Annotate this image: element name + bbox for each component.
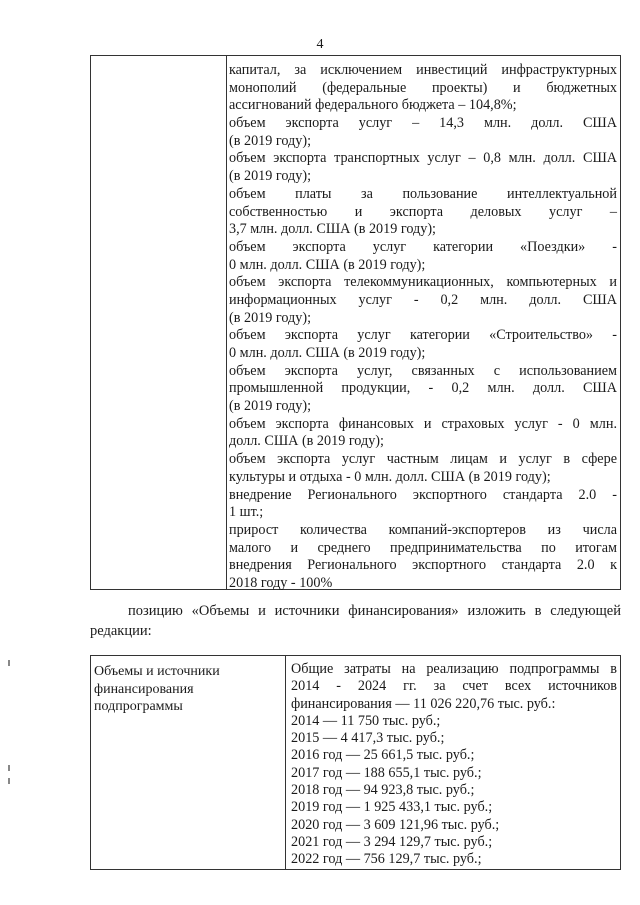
text-line: объем платы за пользование интеллектуальной <box>229 185 617 202</box>
scan-mark <box>8 765 10 771</box>
text-line: объем экспорта финансовых и страховых услуг - 0 млн. <box>229 415 617 432</box>
text-line: 2014 — 11 750 тыс. руб.; <box>291 712 441 729</box>
text-line: объем экспорта транспортных услуг – 0,8 млн. долл. США <box>229 150 617 167</box>
label-line: Объемы и источники <box>94 664 220 679</box>
text-line: культуры и отдыха - 0 млн. долл. США (в 2019 году); <box>229 468 551 485</box>
text-line: 2015 — 4 417,3 тыс. руб.; <box>291 730 445 747</box>
text-line: 2018 году - 100% <box>229 574 333 591</box>
text-line: малого и среднего предпринимательства по итогам <box>229 539 617 556</box>
instruction-line-1: позицию «Объемы и источники финансирования» изложить в следующей <box>128 603 621 619</box>
text-line: объем экспорта услуг частным лицам и услуг в сфере <box>229 451 617 468</box>
text-line: прирост количества компаний-экспортеров из числа <box>229 521 617 538</box>
text-line: объем экспорта услуг категории «Строительство» - <box>229 327 617 344</box>
instruction-line-2: редакции: <box>90 623 152 639</box>
text-line: объем экспорта телекоммуникационных, компьютерных и <box>229 274 617 291</box>
text-line: (в 2019 году); <box>229 309 312 326</box>
text-line: (в 2019 году); <box>229 398 312 415</box>
text-line: капитал, за исключением инвестиций инфраструктурных <box>229 62 617 78</box>
text-line: внедрение Регионального экспортного стандарта 2.0 - <box>229 486 617 503</box>
financing-table-right-cell <box>291 661 617 869</box>
text-line: 2022 год — 756 129,7 тыс. руб.; <box>291 851 482 868</box>
text-line: 2017 год — 188 655,1 тыс. руб.; <box>291 764 482 781</box>
text-line: 2018 год — 94 923,8 тыс. руб.; <box>291 782 475 799</box>
text-line: 3,7 млн. долл. США (в 2019 году); <box>229 221 436 238</box>
text-line: 2021 год — 3 294 129,7 тыс. руб.; <box>291 833 493 850</box>
page-number: 4 <box>316 37 324 52</box>
text-line: финансирования — 11 026 220,76 тыс. руб.: <box>291 695 556 712</box>
text-line: информационных услуг - 0,2 млн. долл. США <box>229 291 617 308</box>
text-line: долл. США (в 2019 году); <box>229 433 384 450</box>
text-line: 2016 год — 25 661,5 тыс. руб.; <box>291 747 475 764</box>
text-line: внедрения Регионального экспортного стандарта 2.0 к <box>229 557 617 574</box>
text-line: монополий (федеральные проекты) и бюджетных <box>229 79 617 96</box>
text-line: Общие затраты на реализацию подпрограммы в <box>291 661 617 677</box>
text-line: объем экспорта услуг, связанных с использованием <box>229 362 617 379</box>
text-line: 1 шт.; <box>229 504 264 521</box>
instruction-paragraph <box>90 601 621 641</box>
indicators-table <box>90 55 621 590</box>
text-line: (в 2019 году); <box>229 132 312 149</box>
text-line: (в 2019 году); <box>229 168 312 185</box>
text-line: 0 млн. долл. США (в 2019 году); <box>229 345 426 361</box>
scan-mark <box>8 660 10 666</box>
text-line: собственностью и экспорта деловых услуг – <box>229 203 617 220</box>
label-line: финансирования <box>94 681 194 697</box>
text-line: ассигнований федерального бюджета – 104,8%; <box>229 97 517 114</box>
text-line: 2019 год — 1 925 433,1 тыс. руб.; <box>291 799 493 816</box>
indicators-table-left-cell <box>91 56 227 589</box>
text-line: 0 млн. долл. США (в 2019 году); <box>229 256 426 273</box>
financing-table-left-cell <box>91 656 286 869</box>
text-line: 2014 - 2024 гг. за счет всех источников <box>291 678 617 695</box>
text-line: объем экспорта услуг – 14,3 млн. долл. США <box>229 115 617 132</box>
label-line: подпрограммы <box>94 699 183 714</box>
text-line: 2020 год — 3 609 121,96 тыс. руб.; <box>291 816 500 833</box>
scan-mark <box>8 778 10 784</box>
financing-table <box>90 655 621 870</box>
text-line: объем экспорта услуг категории «Поездки» - <box>229 238 617 255</box>
text-line: промышленной продукции, - 0,2 млн. долл. США <box>229 380 617 397</box>
indicators-table-right-cell <box>229 62 617 593</box>
